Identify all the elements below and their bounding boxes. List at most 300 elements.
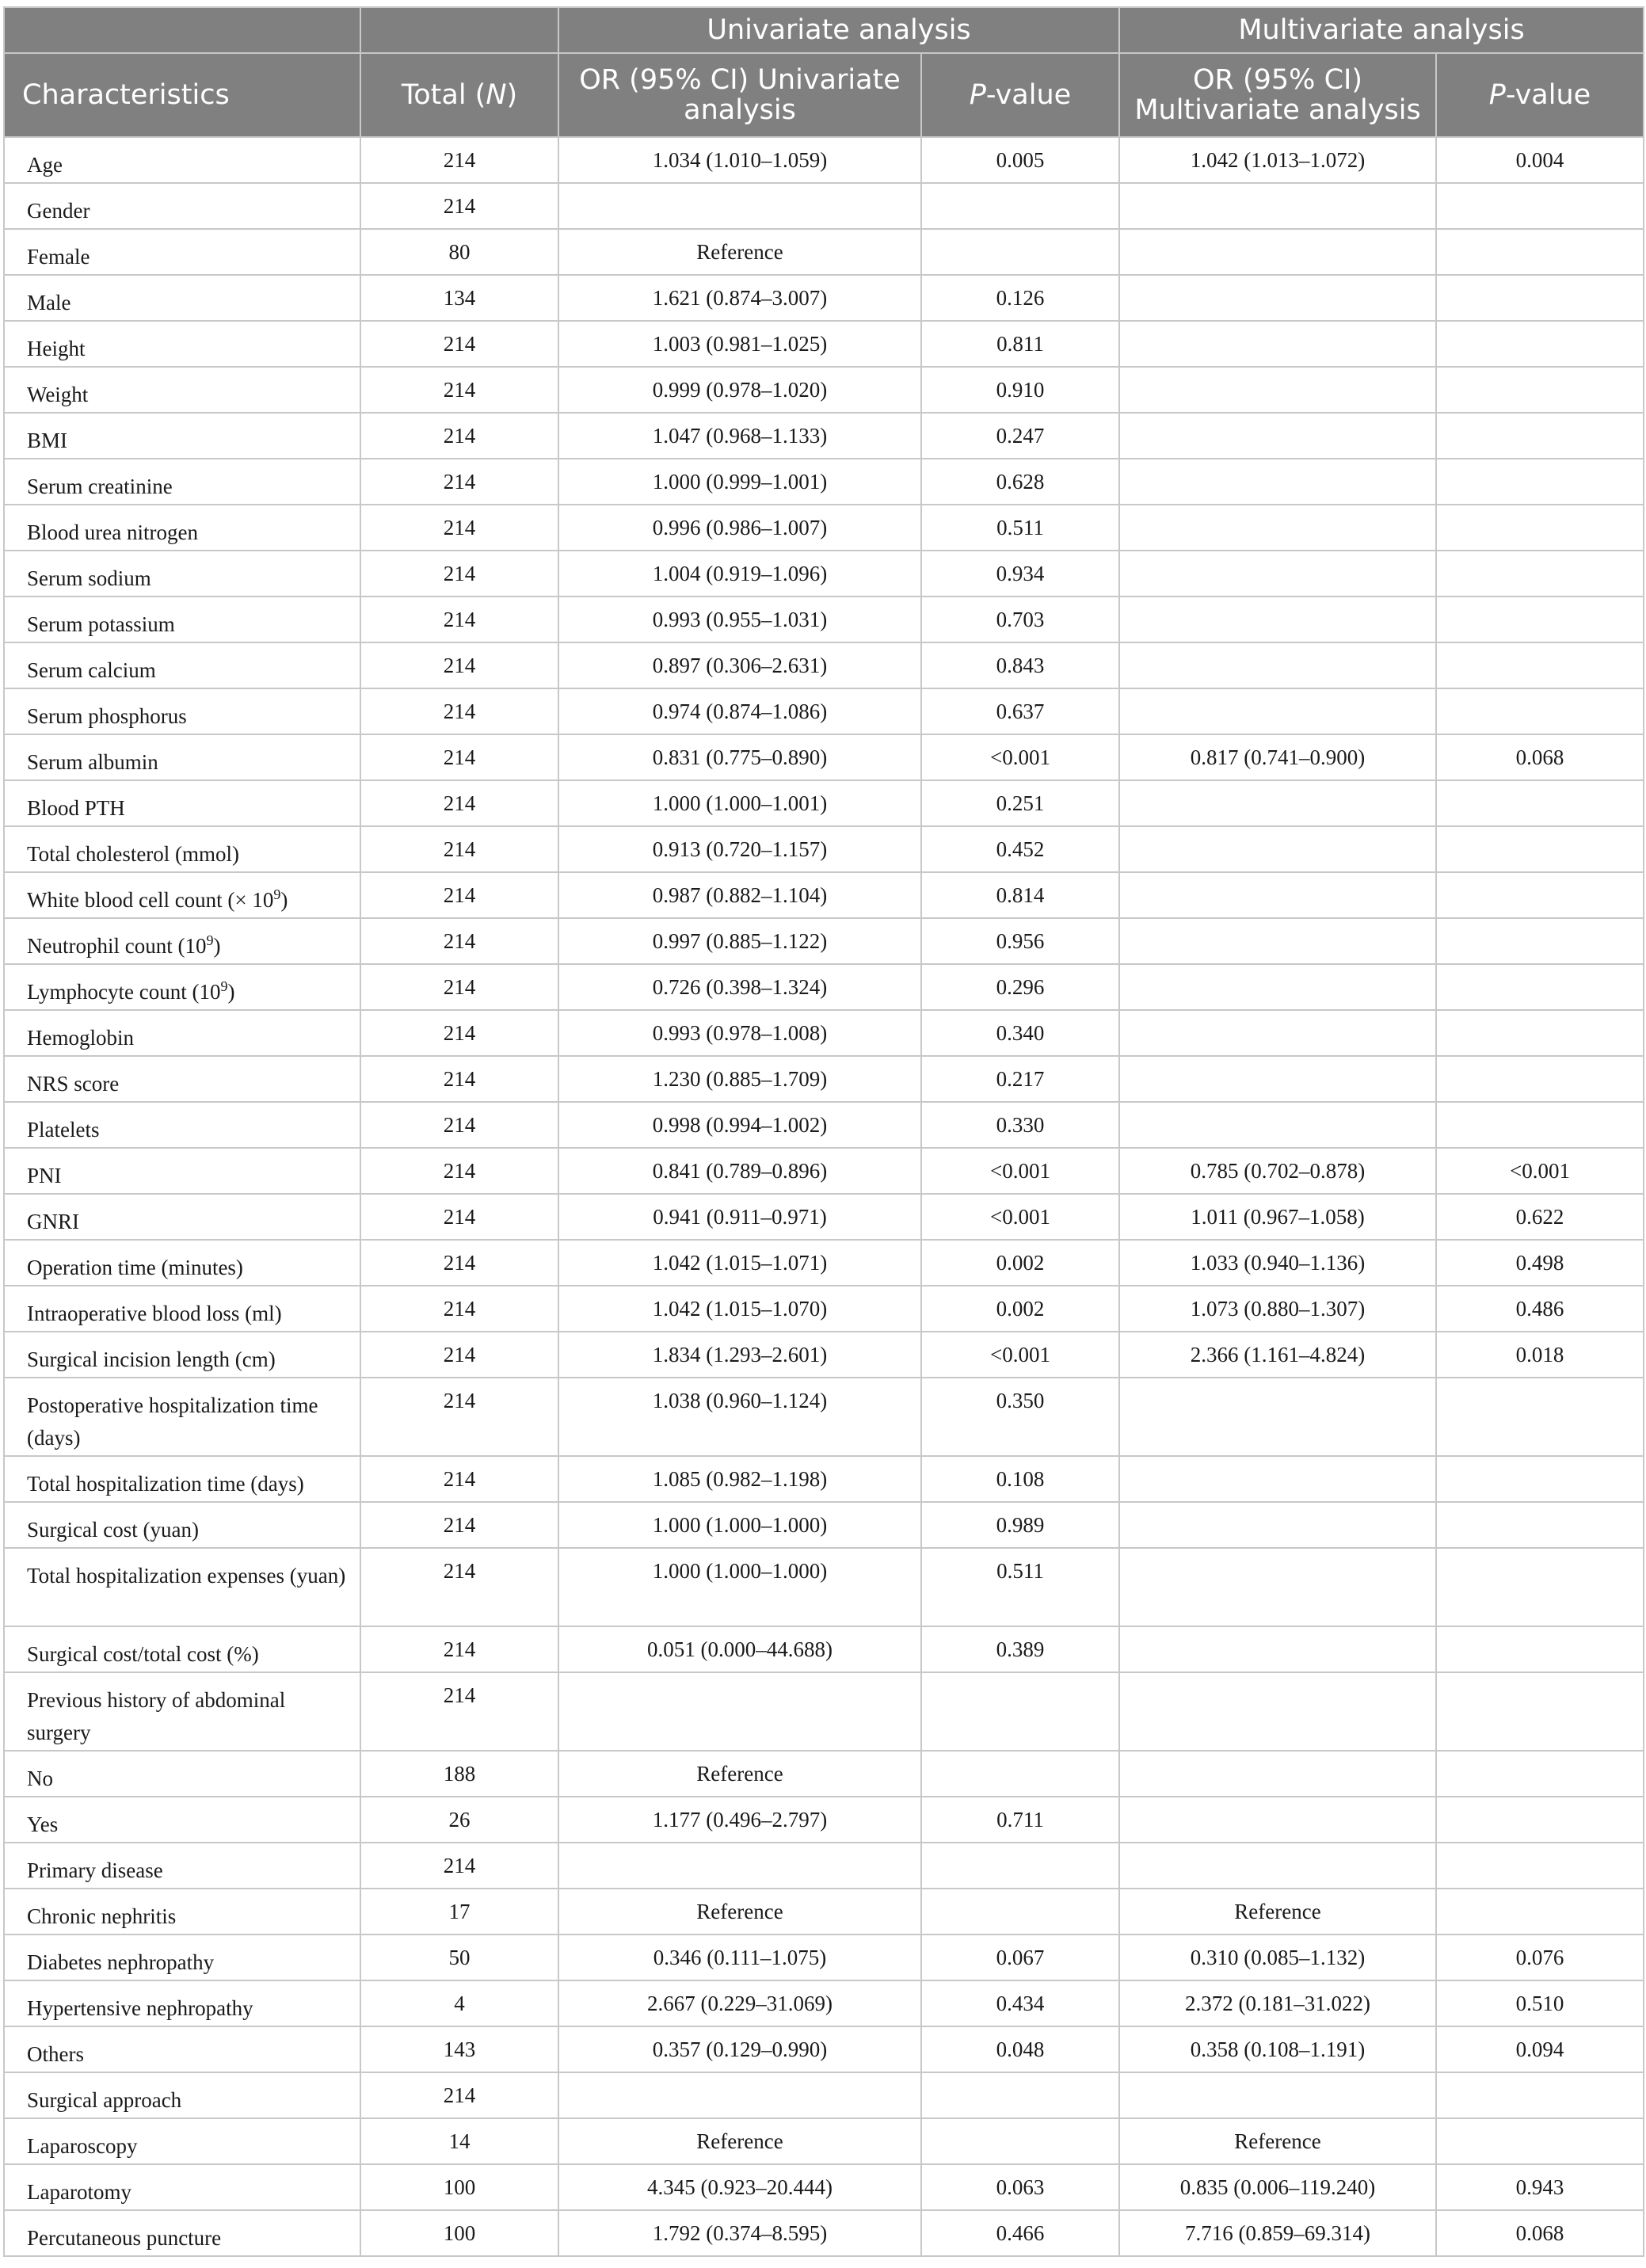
cell-or-univariate: 0.997 (0.885–1.122) [558, 918, 921, 964]
characteristic-name: Laparotomy [27, 2180, 131, 2204]
cell-p-univariate: 0.466 [921, 2210, 1119, 2256]
cell-characteristic [4, 1010, 360, 1056]
cell-or-multivariate [1119, 459, 1436, 505]
cell-characteristic [4, 367, 360, 413]
cell-or-multivariate [1119, 2072, 1436, 2118]
cell-or-multivariate [1119, 826, 1436, 872]
cell-or-multivariate [1119, 183, 1436, 229]
cell-characteristic [4, 1797, 360, 1843]
characteristic-name: PNI [27, 1164, 62, 1187]
cell-p-univariate [921, 183, 1119, 229]
characteristic-name-end: ) [280, 888, 288, 912]
cell-or-univariate [558, 1843, 921, 1889]
characteristic-name: Platelets [27, 1118, 100, 1142]
cell-or-multivariate [1119, 1548, 1436, 1626]
cell-p-multivariate [1436, 1672, 1644, 1751]
cell-p-multivariate [1436, 275, 1644, 321]
table-row [4, 1378, 1644, 1456]
table-row [4, 1843, 1644, 1889]
cell-or-multivariate [1119, 1502, 1436, 1548]
cell-or-multivariate [1119, 1751, 1436, 1797]
cell-characteristic [4, 918, 360, 964]
cell-p-multivariate: 0.943 [1436, 2164, 1644, 2210]
characteristic-name: Serum albumin [27, 750, 158, 774]
cell-p-multivariate [1436, 1843, 1644, 1889]
table-row [4, 597, 1644, 642]
cell-total: 214 [360, 688, 558, 734]
cell-characteristic [4, 1889, 360, 1934]
characteristic-name: Others [27, 2042, 84, 2066]
cell-characteristic [4, 1332, 360, 1378]
cell-or-multivariate: 1.073 (0.880–1.307) [1119, 1286, 1436, 1332]
cell-or-univariate: 0.999 (0.978–1.020) [558, 367, 921, 413]
cell-total: 214 [360, 1056, 558, 1102]
cell-or-univariate: 0.726 (0.398–1.324) [558, 964, 921, 1010]
characteristic-name: Serum phosphorus [27, 704, 187, 728]
characteristic-name: Serum sodium [27, 566, 151, 590]
table-row [4, 1056, 1644, 1102]
cell-p-univariate: 0.434 [921, 1980, 1119, 2026]
cell-p-multivariate [1436, 1102, 1644, 1148]
cell-or-multivariate [1119, 413, 1436, 459]
cell-p-univariate: 0.811 [921, 321, 1119, 367]
characteristic-superscript: 9 [206, 932, 214, 948]
cell-p-univariate: 0.247 [921, 413, 1119, 459]
characteristic-name: Laparoscopy [27, 2134, 138, 2158]
table-row [4, 183, 1644, 229]
cell-p-univariate: 0.217 [921, 1056, 1119, 1102]
cell-total: 214 [360, 137, 558, 183]
cell-characteristic [4, 964, 360, 1010]
cell-characteristic [4, 780, 360, 826]
header-total-n: N [486, 79, 507, 111]
cell-p-univariate: <0.001 [921, 1194, 1119, 1240]
table-body [4, 137, 1644, 2256]
table-row [4, 2210, 1644, 2256]
cell-or-multivariate [1119, 642, 1436, 688]
cell-p-univariate: 0.703 [921, 597, 1119, 642]
cell-total: 214 [360, 1102, 558, 1148]
cell-or-univariate [558, 1672, 921, 1751]
cell-total: 134 [360, 275, 558, 321]
cell-characteristic [4, 2118, 360, 2164]
table-row [4, 505, 1644, 551]
cell-p-univariate: 0.814 [921, 872, 1119, 918]
characteristic-name: Male [27, 291, 71, 314]
cell-or-multivariate [1119, 1672, 1436, 1751]
cell-characteristic [4, 505, 360, 551]
cell-or-univariate: 0.357 (0.129–0.990) [558, 2026, 921, 2072]
cell-characteristic [4, 1980, 360, 2026]
cell-characteristic [4, 2210, 360, 2256]
characteristic-name: Surgical cost (yuan) [27, 1518, 199, 1542]
cell-total: 214 [360, 1843, 558, 1889]
characteristic-name: Gender [27, 199, 90, 223]
characteristic-name: Hemoglobin [27, 1026, 134, 1050]
cell-p-multivariate: 0.076 [1436, 1934, 1644, 1980]
cell-characteristic [4, 1672, 360, 1751]
cell-or-univariate: 1.003 (0.981–1.025) [558, 321, 921, 367]
table-row [4, 1889, 1644, 1934]
cell-total: 17 [360, 1889, 558, 1934]
cell-p-multivariate [1436, 1056, 1644, 1102]
cell-or-univariate: 0.913 (0.720–1.157) [558, 826, 921, 872]
table-row [4, 1456, 1644, 1502]
cell-or-univariate: 0.987 (0.882–1.104) [558, 872, 921, 918]
table-row [4, 1980, 1644, 2026]
characteristic-name: Operation time (minutes) [27, 1256, 243, 1279]
cell-or-univariate: Reference [558, 229, 921, 275]
cell-p-multivariate [1436, 183, 1644, 229]
cell-or-univariate: 1.792 (0.374–8.595) [558, 2210, 921, 2256]
cell-total: 214 [360, 826, 558, 872]
header-p-rest: -value [985, 79, 1072, 111]
cell-total: 214 [360, 1626, 558, 1672]
header-univariate-group: Univariate analysis [558, 7, 1119, 53]
cell-or-univariate: 1.034 (1.010–1.059) [558, 137, 921, 183]
header-or-univariate: OR (95% CI) Univariate analysis [558, 53, 921, 137]
cell-p-multivariate [1436, 597, 1644, 642]
characteristic-name: NRS score [27, 1072, 120, 1096]
cell-p-multivariate: 0.622 [1436, 1194, 1644, 1240]
cell-total: 214 [360, 1010, 558, 1056]
cell-or-univariate: Reference [558, 1889, 921, 1934]
cell-or-multivariate: 1.033 (0.940–1.136) [1119, 1240, 1436, 1286]
table-row [4, 459, 1644, 505]
table-row [4, 413, 1644, 459]
cell-p-univariate: 0.934 [921, 551, 1119, 597]
header-columns-row [4, 53, 1644, 137]
cell-or-multivariate [1119, 229, 1436, 275]
cell-total: 214 [360, 780, 558, 826]
cell-or-multivariate [1119, 1456, 1436, 1502]
cell-p-multivariate [1436, 413, 1644, 459]
cell-p-univariate: 0.005 [921, 137, 1119, 183]
cell-total: 214 [360, 183, 558, 229]
cell-total: 100 [360, 2164, 558, 2210]
cell-p-univariate [921, 1751, 1119, 1797]
cell-or-univariate: 1.621 (0.874–3.007) [558, 275, 921, 321]
cell-p-multivariate [1436, 688, 1644, 734]
table-row [4, 1148, 1644, 1194]
cell-p-multivariate: 0.510 [1436, 1980, 1644, 2026]
cell-p-multivariate [1436, 2072, 1644, 2118]
cell-or-multivariate: 2.366 (1.161–4.824) [1119, 1332, 1436, 1378]
cell-characteristic [4, 137, 360, 183]
cell-p-multivariate [1436, 229, 1644, 275]
cell-or-univariate: 1.004 (0.919–1.096) [558, 551, 921, 597]
table-row [4, 964, 1644, 1010]
cell-total: 4 [360, 1980, 558, 2026]
cell-or-univariate: 0.996 (0.986–1.007) [558, 505, 921, 551]
cell-characteristic [4, 413, 360, 459]
table-row [4, 1194, 1644, 1240]
header-p-italic: P [969, 79, 986, 111]
cell-or-univariate: 1.042 (1.015–1.070) [558, 1286, 921, 1332]
cell-or-univariate: 4.345 (0.923–20.444) [558, 2164, 921, 2210]
cell-p-univariate: 0.350 [921, 1378, 1119, 1456]
cell-p-univariate: 0.330 [921, 1102, 1119, 1148]
table-row [4, 1626, 1644, 1672]
cell-total: 214 [360, 321, 558, 367]
cell-total: 26 [360, 1797, 558, 1843]
table-row [4, 2072, 1644, 2118]
cell-characteristic [4, 1194, 360, 1240]
header-total-suffix: ) [506, 79, 518, 111]
cell-or-univariate: Reference [558, 1751, 921, 1797]
cell-total: 214 [360, 1672, 558, 1751]
cell-p-univariate: 0.340 [921, 1010, 1119, 1056]
cell-characteristic [4, 183, 360, 229]
cell-or-multivariate [1119, 918, 1436, 964]
cell-characteristic [4, 1548, 360, 1626]
cell-total: 214 [360, 964, 558, 1010]
cell-p-multivariate [1436, 321, 1644, 367]
cell-total: 214 [360, 1548, 558, 1626]
cell-p-multivariate [1436, 964, 1644, 1010]
cell-or-univariate: 0.051 (0.000–44.688) [558, 1626, 921, 1672]
cell-p-multivariate [1436, 367, 1644, 413]
characteristic-superscript: 9 [220, 978, 228, 994]
table-row [4, 918, 1644, 964]
cell-characteristic [4, 459, 360, 505]
table-row [4, 2164, 1644, 2210]
cell-total: 214 [360, 918, 558, 964]
table-row [4, 1102, 1644, 1148]
cell-p-univariate [921, 2072, 1119, 2118]
header-p-italic: P [1488, 79, 1506, 111]
cell-total: 214 [360, 367, 558, 413]
characteristic-name: Neutrophil count (10 [27, 934, 207, 958]
cell-total: 214 [360, 505, 558, 551]
cell-characteristic [4, 1502, 360, 1548]
header-blank [4, 7, 360, 53]
table-row [4, 1010, 1644, 1056]
cell-total: 214 [360, 413, 558, 459]
characteristic-name: Previous history of abdominal surgery [27, 1688, 286, 1744]
cell-characteristic [4, 826, 360, 872]
cell-or-univariate: 1.000 (1.000–1.000) [558, 1548, 921, 1626]
table-row [4, 1332, 1644, 1378]
characteristic-name: Hypertensive nephropathy [27, 1996, 253, 2020]
characteristic-name: Surgical cost/total cost (%) [27, 1642, 259, 1666]
characteristic-name: No [27, 1767, 53, 1790]
cell-or-multivariate: 0.358 (0.108–1.191) [1119, 2026, 1436, 2072]
cell-total: 214 [360, 597, 558, 642]
table-row [4, 872, 1644, 918]
cell-characteristic [4, 872, 360, 918]
cell-or-multivariate [1119, 1102, 1436, 1148]
characteristic-name-end: ) [227, 980, 235, 1004]
cell-characteristic [4, 1378, 360, 1456]
cell-p-multivariate [1436, 826, 1644, 872]
cell-or-multivariate [1119, 1056, 1436, 1102]
cell-total: 80 [360, 229, 558, 275]
table-row [4, 1934, 1644, 1980]
table-row [4, 1672, 1644, 1751]
cell-p-univariate: 0.063 [921, 2164, 1119, 2210]
cell-p-univariate [921, 1672, 1119, 1751]
header-p-rest: -value [1505, 79, 1591, 111]
cell-or-univariate: 1.038 (0.960–1.124) [558, 1378, 921, 1456]
cell-or-univariate: 0.974 (0.874–1.086) [558, 688, 921, 734]
cell-total: 214 [360, 1194, 558, 1240]
cell-characteristic [4, 597, 360, 642]
cell-p-multivariate [1436, 505, 1644, 551]
table-row [4, 2026, 1644, 2072]
characteristic-name: Height [27, 337, 86, 360]
characteristic-name: Surgical incision length (cm) [27, 1347, 276, 1371]
characteristic-name: Primary disease [27, 1858, 163, 1882]
characteristic-name: Total hospitalization expenses (yuan) [27, 1564, 346, 1588]
cell-or-multivariate: Reference [1119, 2118, 1436, 2164]
cell-p-multivariate [1436, 1502, 1644, 1548]
cell-p-multivariate [1436, 1010, 1644, 1056]
cell-or-multivariate: 0.785 (0.702–0.878) [1119, 1148, 1436, 1194]
cell-p-multivariate [1436, 872, 1644, 918]
cell-total: 214 [360, 1456, 558, 1502]
header-or-multivariate: OR (95% CI) Multivariate analysis [1119, 53, 1436, 137]
characteristic-name: Intraoperative blood loss (ml) [27, 1302, 282, 1325]
cell-or-univariate: 1.000 (1.000–1.000) [558, 1502, 921, 1548]
cell-or-multivariate [1119, 321, 1436, 367]
cell-total: 214 [360, 734, 558, 780]
cell-p-univariate [921, 1889, 1119, 1934]
cell-or-multivariate [1119, 551, 1436, 597]
table-row [4, 1797, 1644, 1843]
cell-characteristic [4, 734, 360, 780]
cell-or-multivariate [1119, 275, 1436, 321]
cell-characteristic [4, 1626, 360, 1672]
cell-characteristic [4, 1751, 360, 1797]
cell-or-univariate: 0.993 (0.955–1.031) [558, 597, 921, 642]
cell-or-univariate: 1.230 (0.885–1.709) [558, 1056, 921, 1102]
header-multivariate-group: Multivariate analysis [1119, 7, 1644, 53]
cell-p-multivariate: 0.094 [1436, 2026, 1644, 2072]
characteristic-name: Total hospitalization time (days) [27, 1472, 304, 1496]
header-total-prefix: Total ( [401, 79, 486, 111]
cell-characteristic [4, 688, 360, 734]
cell-characteristic [4, 1240, 360, 1286]
table-row [4, 688, 1644, 734]
cell-p-multivariate [1436, 1751, 1644, 1797]
cell-or-multivariate [1119, 505, 1436, 551]
cell-total: 14 [360, 2118, 558, 2164]
cell-characteristic [4, 1148, 360, 1194]
cell-or-multivariate: 0.817 (0.741–0.900) [1119, 734, 1436, 780]
characteristic-name: Serum creatinine [27, 475, 173, 498]
characteristic-name: GNRI [27, 1210, 79, 1233]
cell-p-univariate: 0.843 [921, 642, 1119, 688]
cell-p-multivariate: <0.001 [1436, 1148, 1644, 1194]
cell-characteristic [4, 551, 360, 597]
table-row [4, 1751, 1644, 1797]
cell-characteristic [4, 1934, 360, 1980]
cell-p-multivariate [1436, 1456, 1644, 1502]
cell-total: 214 [360, 1502, 558, 1548]
characteristic-name: Lymphocyte count (10 [27, 980, 221, 1004]
cell-or-multivariate: 0.835 (0.006–119.240) [1119, 2164, 1436, 2210]
cell-or-univariate: 1.834 (1.293–2.601) [558, 1332, 921, 1378]
cell-or-univariate [558, 183, 921, 229]
cell-or-univariate [558, 2072, 921, 2118]
characteristic-name: Diabetes nephropathy [27, 1950, 215, 1974]
table-row [4, 229, 1644, 275]
cell-p-univariate: 0.251 [921, 780, 1119, 826]
cell-p-multivariate: 0.486 [1436, 1286, 1644, 1332]
table-row [4, 642, 1644, 688]
cell-p-multivariate [1436, 2118, 1644, 2164]
cell-total: 214 [360, 1240, 558, 1286]
cell-characteristic [4, 1843, 360, 1889]
cell-or-multivariate: 0.310 (0.085–1.132) [1119, 1934, 1436, 1980]
characteristic-name: BMI [27, 429, 68, 452]
table-row [4, 137, 1644, 183]
cell-p-multivariate: 0.004 [1436, 137, 1644, 183]
header-total [360, 53, 558, 137]
cell-p-univariate: 0.108 [921, 1456, 1119, 1502]
cell-p-univariate: 0.126 [921, 275, 1119, 321]
cell-total: 50 [360, 1934, 558, 1980]
characteristic-name: Surgical approach [27, 2088, 182, 2112]
cell-total: 188 [360, 1751, 558, 1797]
table-row [4, 1240, 1644, 1286]
cell-p-univariate: 0.511 [921, 505, 1119, 551]
characteristic-name: Weight [27, 383, 89, 406]
table-row [4, 1502, 1644, 1548]
cell-total: 100 [360, 2210, 558, 2256]
cell-total: 214 [360, 872, 558, 918]
characteristic-name: Percutaneous puncture [27, 2226, 222, 2250]
cell-or-univariate: 0.897 (0.306–2.631) [558, 642, 921, 688]
characteristic-name: Age [27, 153, 63, 177]
cell-or-multivariate [1119, 597, 1436, 642]
table-header [4, 7, 1644, 137]
cell-or-univariate: 0.841 (0.789–0.896) [558, 1148, 921, 1194]
cell-or-multivariate [1119, 688, 1436, 734]
cell-p-univariate: 0.511 [921, 1548, 1119, 1626]
cell-p-multivariate: 0.068 [1436, 734, 1644, 780]
characteristic-name: Chronic nephritis [27, 1904, 177, 1928]
cell-or-multivariate [1119, 1010, 1436, 1056]
table-row [4, 780, 1644, 826]
characteristic-name: Yes [27, 1812, 59, 1836]
cell-or-multivariate [1119, 964, 1436, 1010]
cell-or-multivariate: Reference [1119, 1889, 1436, 1934]
header-blank [360, 7, 558, 53]
characteristic-name-end: ) [213, 934, 221, 958]
cell-p-univariate: 0.002 [921, 1286, 1119, 1332]
cell-or-multivariate: 2.372 (0.181–31.022) [1119, 1980, 1436, 2026]
cell-characteristic [4, 1056, 360, 1102]
cell-or-multivariate: 1.011 (0.967–1.058) [1119, 1194, 1436, 1240]
cell-p-univariate: 0.711 [921, 1797, 1119, 1843]
characteristic-superscript: 9 [273, 886, 281, 902]
cell-or-multivariate [1119, 780, 1436, 826]
cell-or-multivariate [1119, 1626, 1436, 1672]
cell-p-multivariate [1436, 1548, 1644, 1626]
cell-total: 143 [360, 2026, 558, 2072]
header-p-univariate [921, 53, 1119, 137]
characteristic-name: Blood urea nitrogen [27, 520, 198, 544]
characteristic-name: Serum calcium [27, 658, 156, 682]
cell-or-multivariate [1119, 1378, 1436, 1456]
cell-p-univariate: 0.989 [921, 1502, 1119, 1548]
regression-table [3, 6, 1644, 2257]
table-row [4, 1548, 1644, 1626]
cell-p-univariate: 0.637 [921, 688, 1119, 734]
cell-characteristic [4, 1456, 360, 1502]
